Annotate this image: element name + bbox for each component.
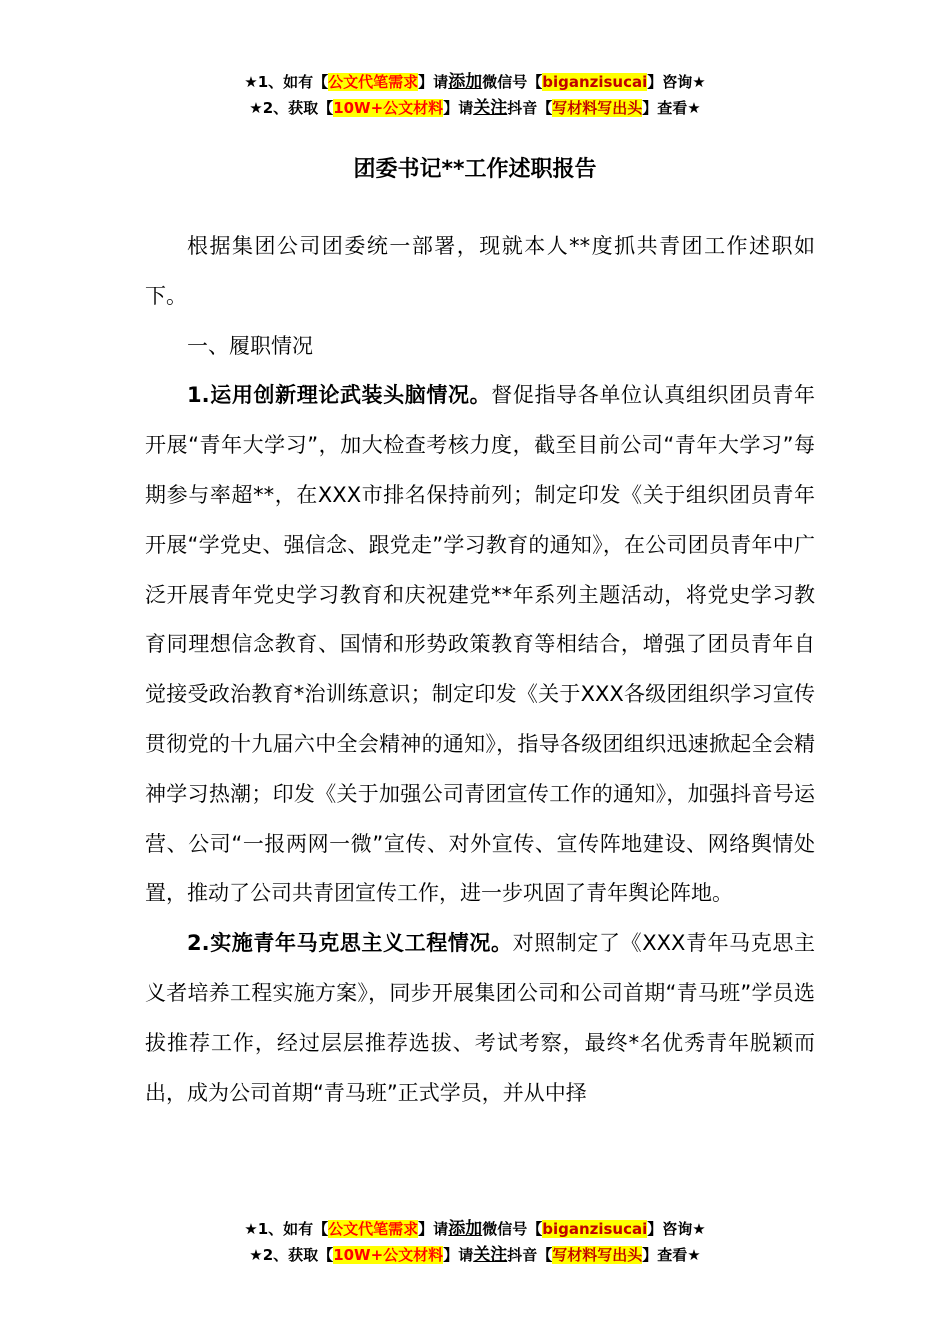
document-body <box>145 222 815 1118</box>
banner-highlight: 10W+公文材料 <box>333 1246 444 1264</box>
banner-wechat-id: biganzisucai <box>542 1220 648 1238</box>
document-title: 团委书记**工作述职报告 <box>353 157 597 182</box>
paragraph-lead: 1.运用创新理论武装头脑情况。 <box>187 383 492 408</box>
section-heading: 一、履职情况 <box>187 333 313 358</box>
banner-line-2: ★2、获取【10W+公文材料】请关注抖音【写材料写出头】查看★ <box>249 1245 701 1265</box>
paragraph-lead: 2.实施青年马克思主义工程情况。 <box>187 931 513 956</box>
footer-banner <box>0 1216 950 1268</box>
banner-highlight: 公文代笔需求 <box>328 1220 419 1238</box>
banner-line-1: ★1、如有【公文代笔需求】请添加微信号【biganzisucai】咨询★ <box>244 72 706 92</box>
banner-line-1: ★1、如有【公文代笔需求】请添加微信号【biganzisucai】咨询★ <box>244 1219 706 1239</box>
intro-paragraph: 根据集团公司团委统一部署，现就本人**度抓共青团工作述职如下。 <box>145 234 815 308</box>
banner-line-2: ★2、获取【10W+公文材料】请关注抖音【写材料写出头】查看★ <box>249 98 701 118</box>
paragraph-2: 2.实施青年马克思主义工程情况。对照制定了《XXX青年马克思主义者培养工程实施方案》，同步开展集团公司和公司首期“青马班”学员选拔推荐工作，经过层层推荐选拔、考试考察，最终*名优秀青年脱颖而出，成为公司首期“青马班”正式学员，并从中择 <box>145 931 815 1105</box>
paragraph-1: 1.运用创新理论武装头脑情况。督促指导各单位认真组织团员青年开展“青年大学习”，加大检查考核力度，截至目前公司“青年大学习”每期参与率超**，在XXX市排名保持前列；制定印发《关于组织团员青年开展“学党史、强信念、跟党走”学习教育的通知》，在公司团员青年中广泛开展青年党史学习教育和庆祝建党**年系列主题活动，将党史学习教育同理想信念教育、国情和形势政策教育等相结合，增强了团员青年自觉接受政治教育*治训练意识；制定印发《关于XXX各级团组织学习宣传贯彻党的十九届六中全会精神的通知》，指导各级团组织迅速掀起全会精神学习热潮；印发《关于加强公司青团宣传工作的通知》，加强抖音号运营、公司“一报两网一微”宣传、对外宣传、宣传阵地建设、网络舆情处置，推动了公司共青团宣传工作，进一步巩固了青年舆论阵地。 <box>145 383 815 906</box>
banner-douyin-id: 写材料写出头 <box>552 1246 643 1264</box>
banner-highlight: 公文代笔需求 <box>328 73 419 91</box>
banner-wechat-id: biganzisucai <box>542 73 648 91</box>
banner-douyin-id: 写材料写出头 <box>552 99 643 117</box>
banner-highlight: 10W+公文材料 <box>333 99 444 117</box>
header-banner <box>0 69 950 121</box>
